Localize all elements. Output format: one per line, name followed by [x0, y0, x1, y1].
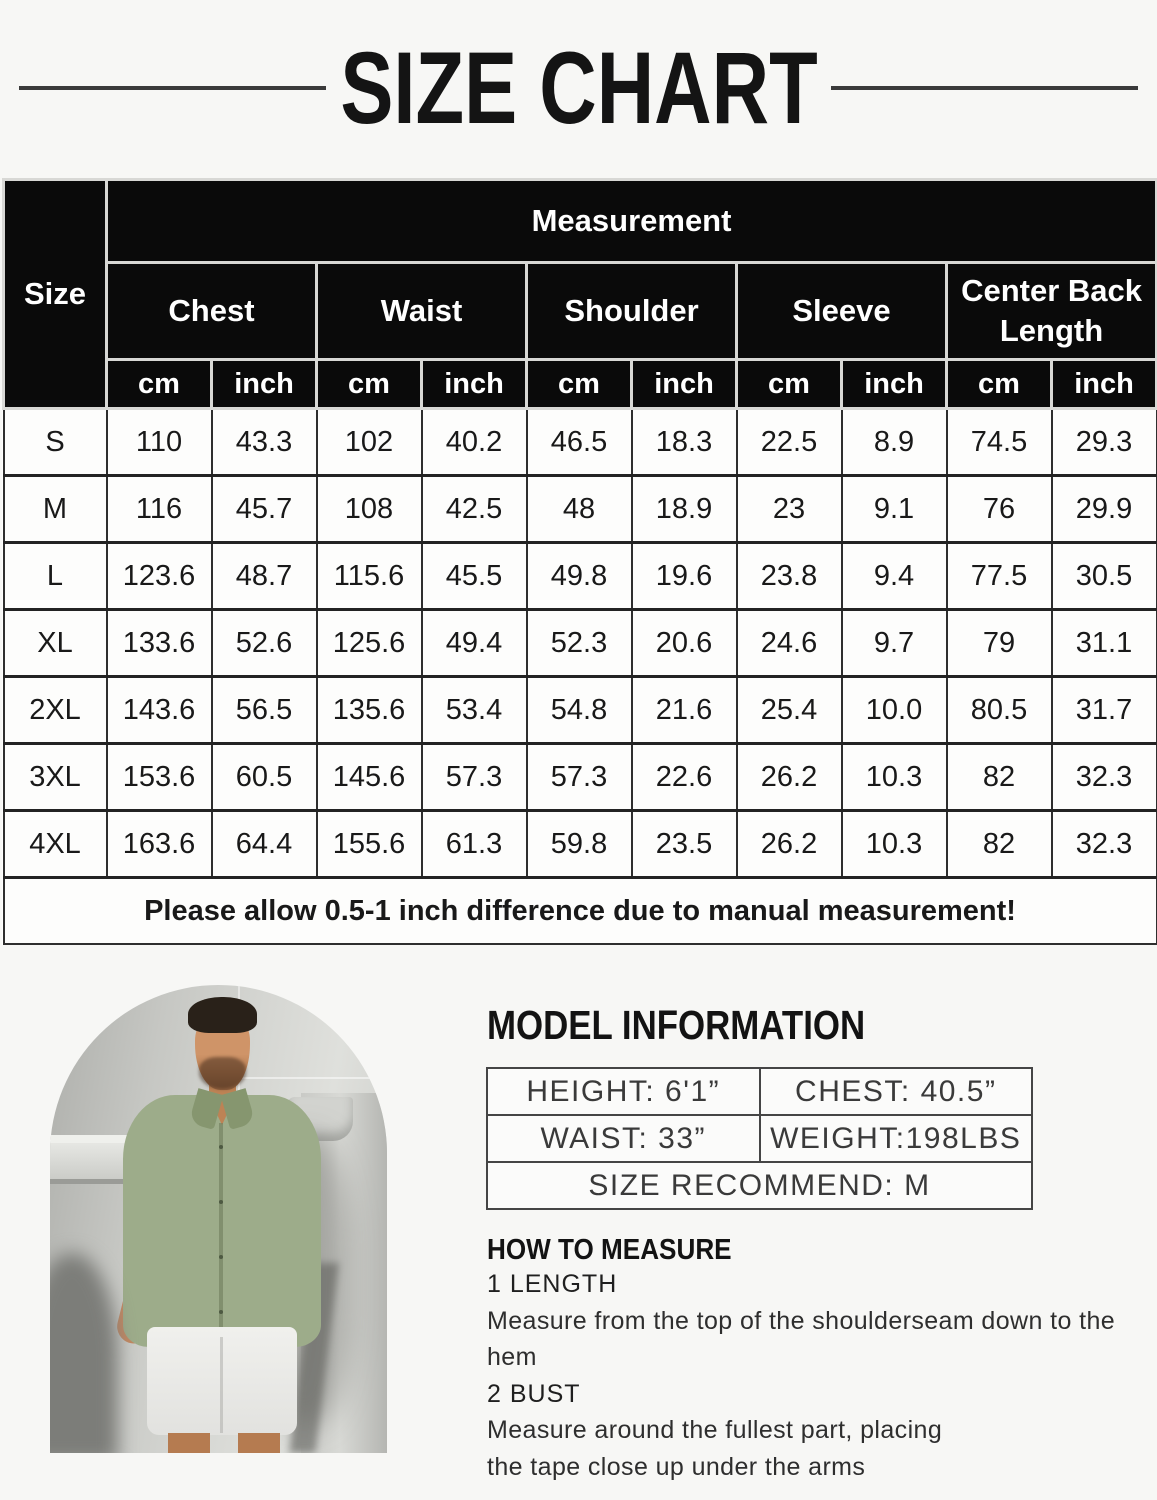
measurement-cell: 20.6 — [632, 610, 737, 677]
model-info-row — [487, 1068, 1032, 1115]
measurement-cell: 46.5 — [527, 409, 632, 476]
column-header-shoulder: Shoulder — [527, 263, 737, 360]
measurement-cell: 102 — [317, 409, 422, 476]
column-header-chest: Chest — [107, 263, 317, 360]
measurement-cell: 29.3 — [1052, 409, 1157, 476]
measurement-cell: 9.4 — [842, 543, 947, 610]
measurement-note: Please allow 0.5-1 inch difference due to manual measurement! — [4, 878, 1157, 945]
shirt-button — [219, 1255, 223, 1259]
measurement-cell: 145.6 — [317, 744, 422, 811]
measure-instruction: Measure from the top of the shoulderseam down to the hem — [487, 1306, 1116, 1371]
unit-header-cm: cm — [527, 360, 632, 409]
size-row-xl — [4, 610, 1157, 677]
unit-header-inch: inch — [212, 360, 317, 409]
model-waist-cell: WAIST: 33” — [487, 1115, 760, 1162]
measurement-cell: 153.6 — [107, 744, 212, 811]
measurement-cell: 79 — [947, 610, 1052, 677]
measurement-cell: 26.2 — [737, 811, 842, 878]
measurement-cell: 26.2 — [737, 744, 842, 811]
measurement-cell: 43.3 — [212, 409, 317, 476]
measurement-cell: 9.7 — [842, 610, 947, 677]
page-title: SIZE CHART — [339, 31, 818, 145]
note-row — [4, 878, 1157, 945]
measurement-cell: 23.8 — [737, 543, 842, 610]
header-row-units — [4, 360, 1157, 409]
size-label: 2XL — [4, 677, 107, 744]
measurement-cell: 30.5 — [1052, 543, 1157, 610]
measurement-cell: 49.8 — [527, 543, 632, 610]
measurement-cell: 45.5 — [422, 543, 527, 610]
column-header-sleeve: Sleeve — [737, 263, 947, 360]
size-row-l — [4, 543, 1157, 610]
unit-header-inch: inch — [842, 360, 947, 409]
measurement-cell: 23.5 — [632, 811, 737, 878]
unit-header-cm: cm — [947, 360, 1052, 409]
measurement-cell: 32.3 — [1052, 811, 1157, 878]
title-rule-left — [19, 86, 326, 90]
measurement-cell: 76 — [947, 476, 1052, 543]
measurement-cell: 18.9 — [632, 476, 737, 543]
unit-header-cm: cm — [317, 360, 422, 409]
measure-step-bust: 2 BUST — [487, 1379, 581, 1408]
measurement-cell: 9.1 — [842, 476, 947, 543]
title-band — [0, 31, 1157, 145]
measurement-cell: 10.0 — [842, 677, 947, 744]
measurement-cell: 110 — [107, 409, 212, 476]
size-row-m — [4, 476, 1157, 543]
measurement-cell: 19.6 — [632, 543, 737, 610]
measurement-cell: 64.4 — [212, 811, 317, 878]
wall-seam — [235, 1077, 387, 1079]
measurement-cell: 77.5 — [947, 543, 1052, 610]
model-info-row — [487, 1162, 1032, 1209]
size-header-cell: Size — [4, 180, 107, 409]
measurement-cell: 60.5 — [212, 744, 317, 811]
model-weight-cell: WEIGHT:198LBS — [760, 1115, 1033, 1162]
measurement-cell: 8.9 — [842, 409, 947, 476]
measurement-cell: 24.6 — [737, 610, 842, 677]
measurement-cell: 116 — [107, 476, 212, 543]
model-information-heading: MODEL INFORMATION — [487, 1002, 866, 1048]
measurement-cell: 53.4 — [422, 677, 527, 744]
model-photo — [50, 985, 387, 1453]
measurement-cell: 40.2 — [422, 409, 527, 476]
size-row-s — [4, 409, 1157, 476]
measurement-cell: 52.3 — [527, 610, 632, 677]
title-box — [326, 31, 831, 145]
shorts-crease — [220, 1337, 223, 1433]
measurement-cell: 18.3 — [632, 409, 737, 476]
unit-header-inch: inch — [422, 360, 527, 409]
unit-header-cm: cm — [107, 360, 212, 409]
size-chart-table — [2, 178, 1157, 945]
shirt-button — [219, 1310, 223, 1314]
measurement-cell: 31.7 — [1052, 677, 1157, 744]
measurement-cell: 56.5 — [212, 677, 317, 744]
measurement-header-cell: Measurement — [107, 180, 1157, 263]
measurement-cell: 31.1 — [1052, 610, 1157, 677]
model-info-row — [487, 1115, 1032, 1162]
model-right-leg — [238, 1433, 280, 1453]
unit-header-inch: inch — [632, 360, 737, 409]
measurement-cell: 23 — [737, 476, 842, 543]
column-header-center-back-length: Center Back Length — [947, 263, 1157, 360]
size-label: XL — [4, 610, 107, 677]
size-label: M — [4, 476, 107, 543]
measurement-cell: 74.5 — [947, 409, 1052, 476]
measurement-cell: 163.6 — [107, 811, 212, 878]
measurement-cell: 108 — [317, 476, 422, 543]
measure-instruction: Measure around the fullest part, placing — [487, 1416, 943, 1444]
size-label: 3XL — [4, 744, 107, 811]
how-to-measure-body — [487, 1266, 1147, 1485]
measurement-cell: 57.3 — [527, 744, 632, 811]
measurement-cell: 22.6 — [632, 744, 737, 811]
measurement-cell: 61.3 — [422, 811, 527, 878]
size-label: 4XL — [4, 811, 107, 878]
header-row-measurement — [4, 180, 1157, 263]
measurement-cell: 32.3 — [1052, 744, 1157, 811]
header-row-groups — [4, 263, 1157, 360]
measurement-cell: 82 — [947, 811, 1052, 878]
measurement-cell: 48.7 — [212, 543, 317, 610]
measurement-cell: 115.6 — [317, 543, 422, 610]
size-recommend-cell: SIZE RECOMMEND: M — [487, 1162, 1032, 1209]
measurement-cell: 48 — [527, 476, 632, 543]
measurement-cell: 29.9 — [1052, 476, 1157, 543]
size-row-2xl — [4, 677, 1157, 744]
measurement-cell: 123.6 — [107, 543, 212, 610]
model-chest-cell: CHEST: 40.5” — [760, 1068, 1033, 1115]
size-label: S — [4, 409, 107, 476]
unit-header-inch: inch — [1052, 360, 1157, 409]
measurement-cell: 21.6 — [632, 677, 737, 744]
shirt-button — [219, 1200, 223, 1204]
measurement-cell: 52.6 — [212, 610, 317, 677]
unit-header-cm: cm — [737, 360, 842, 409]
measurement-cell: 10.3 — [842, 811, 947, 878]
measure-step-length: 1 LENGTH — [487, 1270, 618, 1298]
measurement-cell: 25.4 — [737, 677, 842, 744]
measurement-cell: 49.4 — [422, 610, 527, 677]
measurement-cell: 22.5 — [737, 409, 842, 476]
size-row-3xl — [4, 744, 1157, 811]
measurement-cell: 57.3 — [422, 744, 527, 811]
measurement-cell: 54.8 — [527, 677, 632, 744]
size-label: L — [4, 543, 107, 610]
model-information-table — [486, 1067, 1033, 1210]
measurement-cell: 155.6 — [317, 811, 422, 878]
model-beard — [199, 1057, 246, 1089]
model-hair — [188, 997, 257, 1033]
measurement-cell: 45.7 — [212, 476, 317, 543]
title-rule-right — [831, 86, 1138, 90]
measurement-cell: 125.6 — [317, 610, 422, 677]
shirt-button — [219, 1145, 223, 1149]
model-height-cell: HEIGHT: 6'1” — [487, 1068, 760, 1115]
measurement-cell: 59.8 — [527, 811, 632, 878]
measurement-cell: 10.3 — [842, 744, 947, 811]
measurement-cell: 133.6 — [107, 610, 212, 677]
size-row-4xl — [4, 811, 1157, 878]
measurement-cell: 80.5 — [947, 677, 1052, 744]
measurement-cell: 42.5 — [422, 476, 527, 543]
model-left-leg — [168, 1433, 210, 1453]
measure-instruction: the tape close up under the arms — [487, 1452, 866, 1481]
foreground-blur-shadow — [50, 1253, 118, 1453]
how-to-measure-heading: HOW TO MEASURE — [487, 1234, 732, 1266]
measurement-cell: 143.6 — [107, 677, 212, 744]
column-header-waist: Waist — [317, 263, 527, 360]
measurement-cell: 82 — [947, 744, 1052, 811]
measurement-cell: 135.6 — [317, 677, 422, 744]
